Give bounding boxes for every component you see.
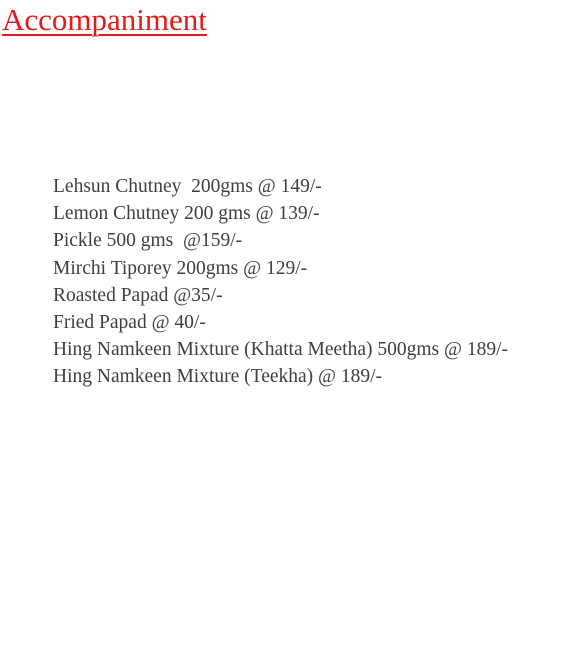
page-heading[interactable]: Accompaniment: [2, 2, 207, 37]
list-item: Lemon Chutney 200 gms @ 139/-: [53, 203, 320, 225]
accompaniment-list: [53, 173, 565, 391]
list-item: Hing Namkeen Mixture (Khatta Meetha) 500gms @ 189/-: [53, 339, 508, 361]
list-item: Hing Namkeen Mixture (Teekha) @ 189/-: [53, 366, 383, 388]
list-item: Roasted Papad @35/-: [53, 284, 223, 306]
list-item: Fried Papad @ 40/-: [53, 312, 206, 334]
list-item: Pickle 500 gms @159/-: [53, 230, 243, 252]
list-item: Mirchi Tiporey 200gms @ 129/-: [53, 257, 308, 279]
list-item: Lehsun Chutney 200gms @ 149/-: [53, 176, 322, 197]
